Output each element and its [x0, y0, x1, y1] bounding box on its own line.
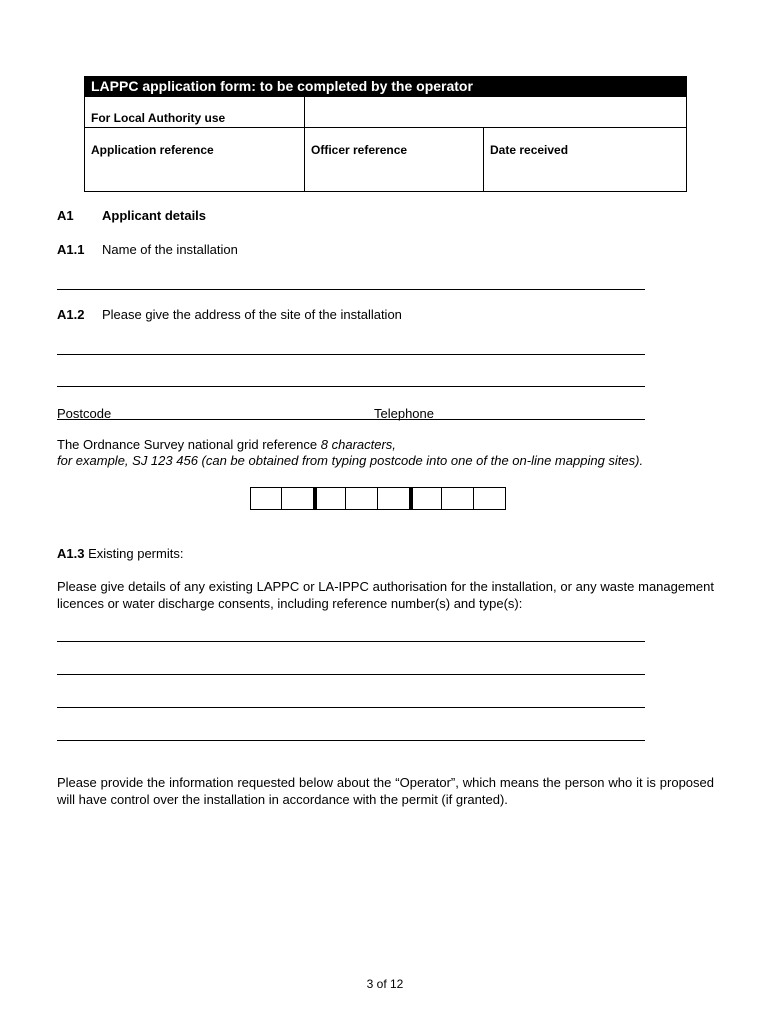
officer-reference-field[interactable]	[305, 128, 484, 191]
officer-reference-label: Officer reference	[311, 143, 408, 157]
permits-line-4[interactable]	[57, 740, 645, 741]
address-line-1[interactable]	[57, 354, 645, 355]
grid-ref-box[interactable]	[346, 487, 378, 510]
form-title: LAPPC application form: to be completed by the operator	[85, 77, 686, 96]
grid-ref-box[interactable]	[410, 487, 442, 510]
operator-instructions: Please provide the information requested below about the “Operator”, which means the person who it is proposed will have control over the installation in accordance with the permit (if granted).	[57, 775, 714, 807]
grid-reference-example: for example, SJ 123 456 (can be obtained from typing postcode into one of the on-line mapping sites).	[57, 453, 644, 468]
grid-reference-instruction	[57, 437, 717, 469]
section-a1-2-number: A1.2	[57, 307, 85, 322]
grid-reference-text: The Ordnance Survey national grid reference	[57, 437, 321, 452]
permits-line-1[interactable]	[57, 641, 645, 642]
grid-reference-length: 8 characters,	[320, 437, 396, 452]
grid-ref-box[interactable]	[314, 487, 346, 510]
section-a1-3-number: A1.3	[57, 546, 85, 561]
application-reference-label: Application reference	[91, 143, 214, 157]
grid-ref-box[interactable]	[250, 487, 282, 510]
section-a1-title: Applicant details	[102, 208, 207, 223]
la-use-label: For Local Authority use	[85, 97, 305, 127]
section-a1-1-number: A1.1	[57, 242, 85, 257]
la-use-table	[84, 76, 687, 192]
telephone-label: Telephone	[374, 406, 434, 421]
application-reference-field[interactable]	[85, 128, 305, 191]
installation-name-line[interactable]	[57, 289, 645, 290]
grid-ref-box[interactable]	[474, 487, 506, 510]
installation-name-label: Name of the installation	[102, 242, 238, 257]
postcode-label: Postcode	[57, 406, 112, 421]
postcode-telephone-line[interactable]	[57, 419, 645, 420]
page-number: 3 of 12	[366, 977, 404, 991]
address-line-2[interactable]	[57, 386, 645, 387]
grid-ref-box[interactable]	[378, 487, 410, 510]
grid-ref-box[interactable]	[282, 487, 314, 510]
permits-line-3[interactable]	[57, 707, 645, 708]
grid-reference-boxes	[250, 487, 506, 510]
date-received-label: Date received	[490, 143, 569, 157]
date-received-field[interactable]	[484, 128, 686, 191]
existing-permits-label: Existing permits:	[84, 546, 184, 561]
permits-line-2[interactable]	[57, 674, 645, 675]
section-a1-number: A1	[57, 208, 74, 223]
existing-permits-heading	[57, 546, 183, 562]
grid-ref-box[interactable]	[442, 487, 474, 510]
site-address-label: Please give the address of the site of the installation	[102, 307, 402, 322]
existing-permits-instructions: Please give details of any existing LAPPC or LA-IPPC authorisation for the installation, or any waste management licences or water discharge consents, including reference number(s) and type(s):	[57, 579, 714, 611]
